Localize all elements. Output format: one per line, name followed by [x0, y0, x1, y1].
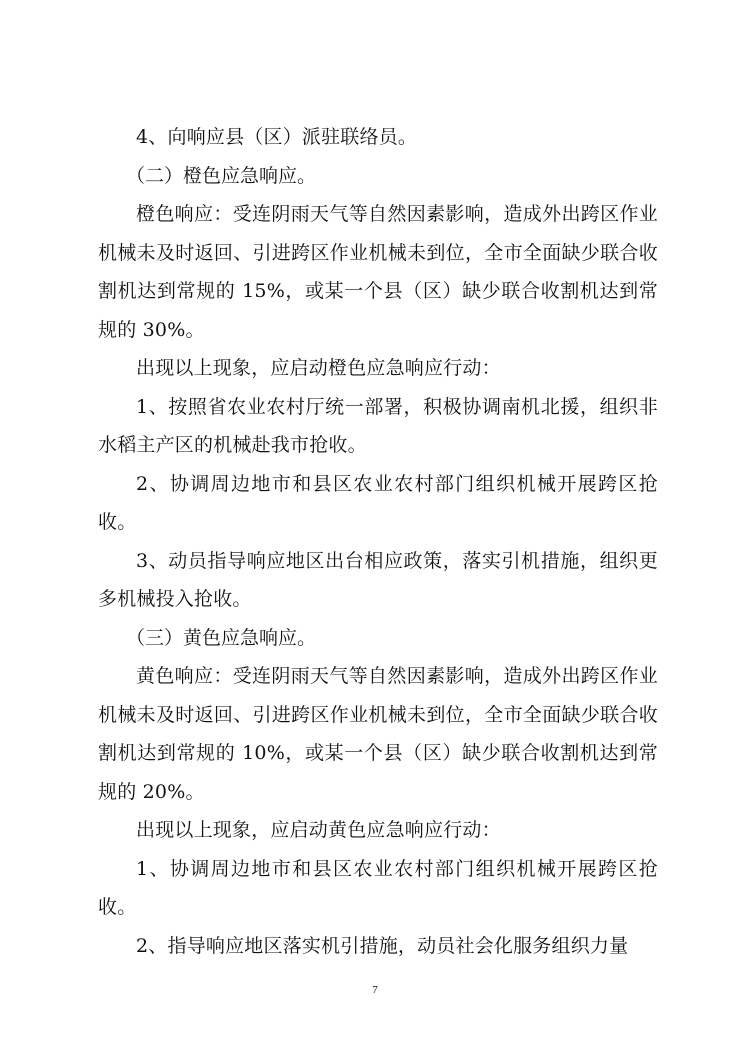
- section-heading-orange-response: （二）橙色应急响应。: [126, 164, 317, 187]
- yellow-response-trigger: 出现以上现象，应启动黄色应急响应行动：: [136, 819, 501, 841]
- orange-response-definition: 橙色响应：受连阴雨天气等自然因素影响，造成外出跨区作业机械未及时返回、引进跨区作业机械未到位，全市全面缺少联合收割机达到常规的 15%，或某一个县（区）缺少联合收割机达到常规的 30%。: [98, 203, 658, 341]
- orange-action-item-2: 2、协调周边地市和县区农业农村部门组织机械开展跨区抢收。: [98, 472, 658, 533]
- orange-action-item-1: 1、按照省农业农村厅统一部署，积极协调南机北援，组织非水稻主产区的机械赴我市抢收。: [98, 395, 658, 456]
- yellow-action-item-1: 1、协调周边地市和县区农业农村部门组织机械开展跨区抢收。: [98, 857, 658, 918]
- yellow-response-definition: 黄色响应：受连阴雨天气等自然因素影响，造成外出跨区作业机械未及时返回、引进跨区作业机械未到位，全市全面缺少联合收割机达到常规的 10%，或某一个县（区）缺少联合收割机达到常规的 20%。: [98, 665, 658, 803]
- list-item-dispatch-liaison: 4、向响应县（区）派驻联络员。: [136, 126, 418, 148]
- orange-action-item-3: 3、动员指导响应地区出台相应政策，落实引机措施，组织更多机械投入抢收。: [98, 549, 658, 610]
- section-heading-yellow-response: （三）黄色应急响应。: [126, 626, 317, 649]
- yellow-action-item-2: 2、指导响应地区落实机引措施，动员社会化服务组织力量: [136, 934, 629, 957]
- page-number: 7: [372, 984, 378, 996]
- document-body: [98, 118, 658, 965]
- orange-response-trigger: 出现以上现象，应启动橙色应急响应行动：: [136, 357, 501, 379]
